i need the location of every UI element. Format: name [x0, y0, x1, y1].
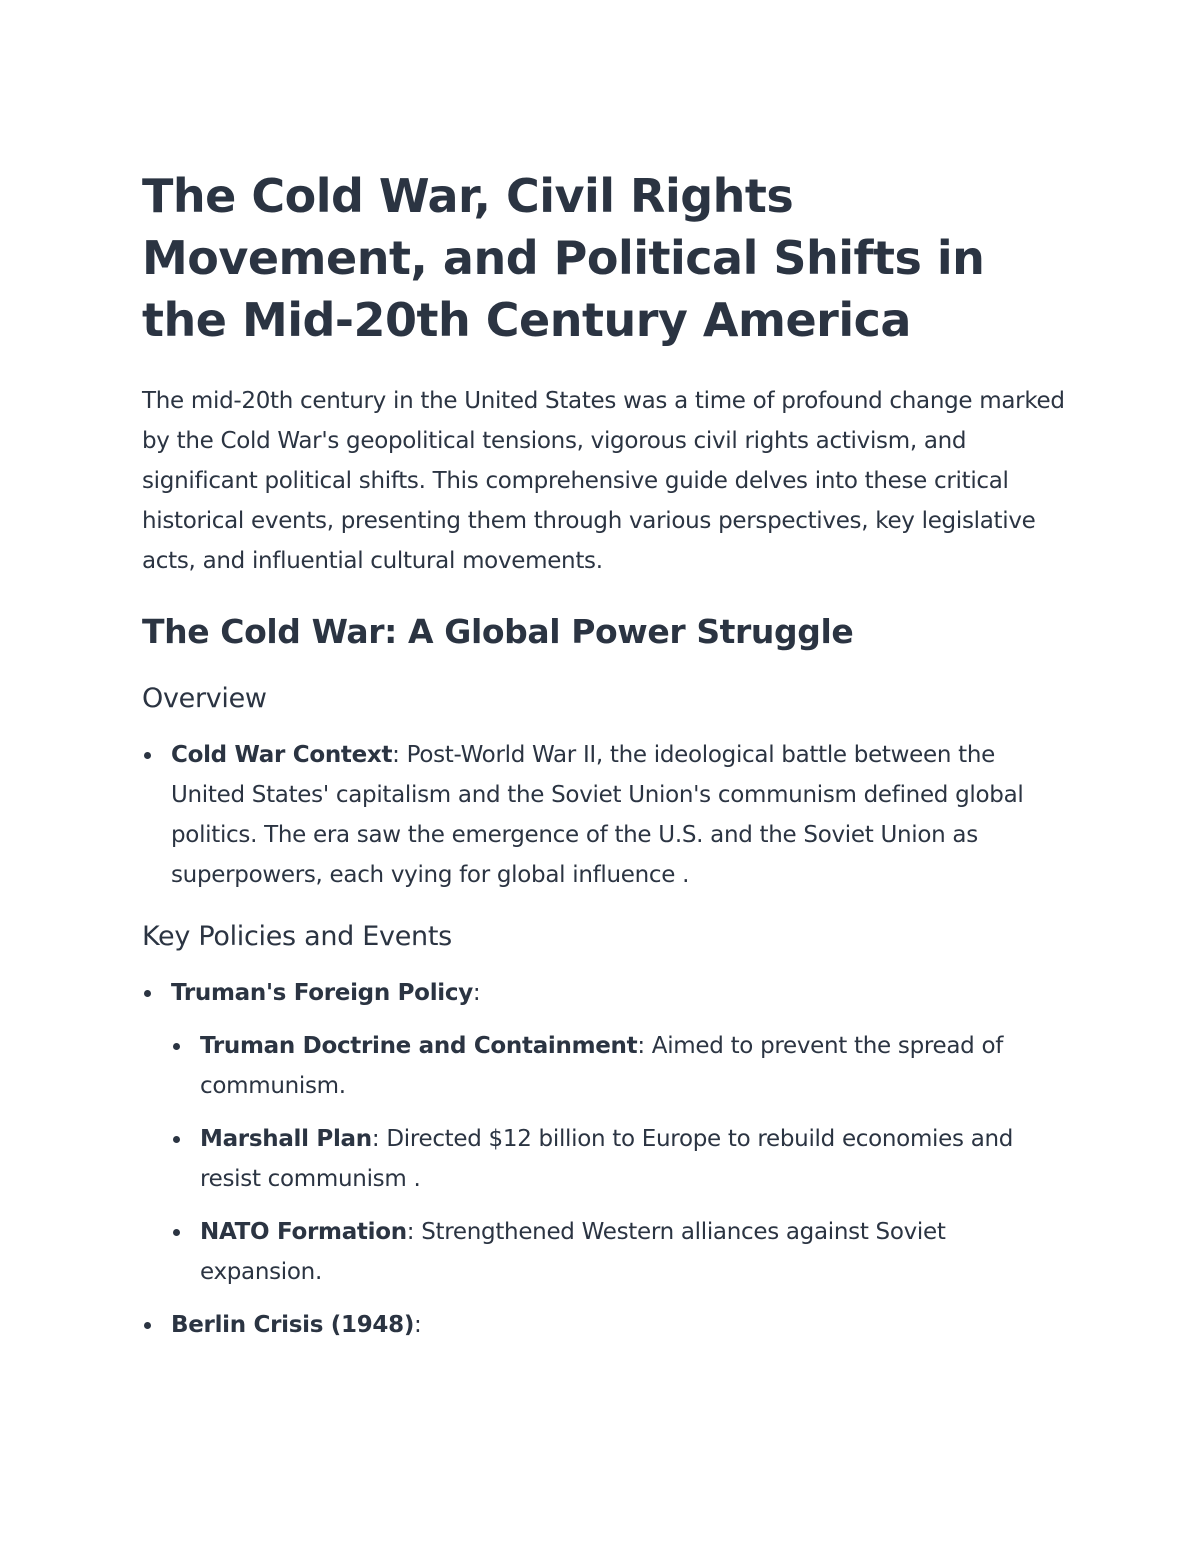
- list-item-berlin-crisis: [142, 1305, 1072, 1345]
- list-item-text: : Aimed to prevent the spread of communism.: [200, 1033, 1004, 1099]
- list-item-cold-war-context: [142, 735, 1072, 895]
- list-item-text: : Strengthened Western alliances against Soviet expansion.: [200, 1219, 946, 1285]
- list-item-term: Cold War Context: [171, 742, 393, 768]
- bullet-icon: [173, 1229, 180, 1236]
- subheading-overview: Overview: [142, 683, 267, 714]
- list-item-text: : Directed $12 billion to Europe to rebuild economies and resist communism .: [200, 1126, 1014, 1192]
- list-item-nato-formation: [171, 1212, 1072, 1292]
- truman-sublist: [171, 1026, 1072, 1292]
- intro-paragraph: The mid-20th century in the United States was a time of profound change marked by the Cold War's geopolitical tensions, vigorous civil rights activism, and significant political shifts. This comprehensive guide delves into these critical historical events, presenting them through various perspectives, key legislative acts, and influential cultural movements.: [142, 388, 1065, 574]
- bullet-icon: [144, 1322, 151, 1329]
- list-item-marshall-plan: [171, 1119, 1072, 1199]
- list-item-term: Berlin Crisis (1948): [171, 1312, 415, 1338]
- bullet-icon: [144, 990, 151, 997]
- bullet-icon: [144, 752, 151, 759]
- section-heading-cold-war: The Cold War: A Global Power Struggle: [142, 612, 854, 651]
- list-item-term: Truman Doctrine and Containment: [200, 1033, 638, 1059]
- document-page: [142, 165, 1072, 1345]
- list-item-term: Marshall Plan: [200, 1126, 372, 1152]
- document-title: The Cold War, Civil Rights Movement, and Political Shifts in the Mid-20th Century America: [142, 169, 985, 347]
- list-item-term: Truman's Foreign Policy: [171, 980, 473, 1006]
- overview-list: [142, 735, 1072, 895]
- subheading-key-policies: Key Policies and Events: [142, 921, 452, 952]
- list-item-truman-foreign-policy: [142, 973, 1072, 1292]
- list-item-truman-doctrine: [171, 1026, 1072, 1106]
- list-item-term: NATO Formation: [200, 1219, 407, 1245]
- bullet-icon: [173, 1136, 180, 1143]
- list-item-text: :: [472, 980, 481, 1006]
- key-policies-list: [142, 973, 1072, 1345]
- bullet-icon: [173, 1043, 180, 1050]
- list-item-text: : Post-World War II, the ideological battle between the United States' capitalism and the Soviet Union's communism defined global politics. The era saw the emergence of the U.S. and the Soviet Union as superpowers, each vying for global influence .: [171, 742, 1024, 888]
- list-item-text: :: [414, 1312, 422, 1338]
